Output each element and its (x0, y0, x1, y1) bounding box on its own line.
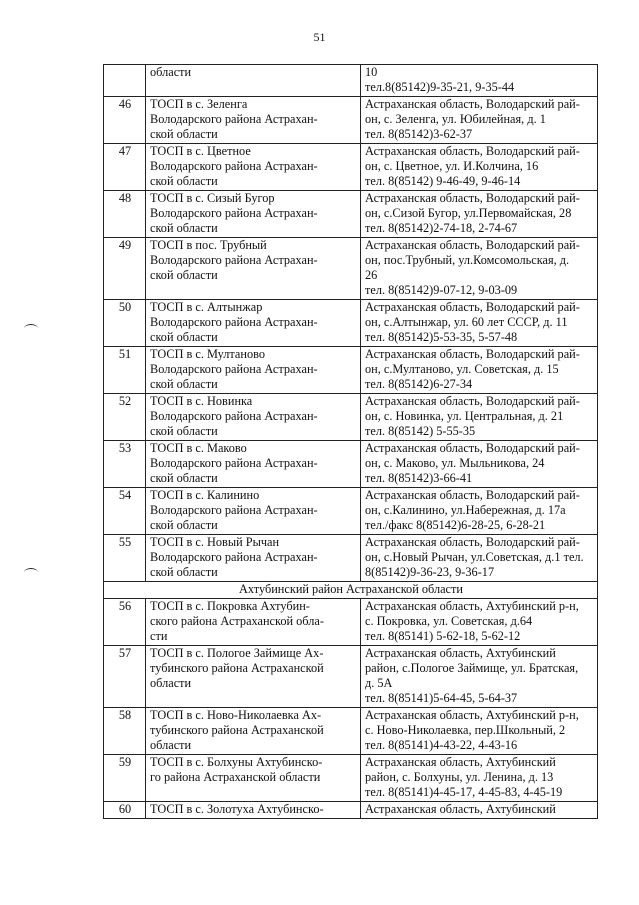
scan-mark (24, 568, 38, 577)
address-line: он, с.Алтынжар, ул. 60 лет СССР, д. 11 (365, 315, 568, 329)
address-line: Астраханская область, Володарский рай- (365, 394, 580, 408)
office-name-cell (146, 238, 361, 300)
address-line: Астраханская область, Володарский рай- (365, 488, 580, 502)
address-line: Астраханская область, Ахтубинский (365, 802, 556, 816)
address-cell (361, 191, 598, 238)
office-name-line: Володарского района Астрахан- (150, 159, 318, 173)
office-name-cell (146, 191, 361, 238)
office-name-line: ТОСП в с. Золотуха Ахтубинско- (150, 802, 324, 816)
office-name-cell (146, 599, 361, 646)
office-name-line: ской области (150, 518, 218, 532)
office-name-cell (146, 646, 361, 708)
row-number: 47 (104, 144, 146, 191)
office-name-line: области (150, 65, 192, 79)
address-line: Астраханская область, Ахтубинский (365, 755, 556, 769)
office-name-cell (146, 708, 361, 755)
address-line: с. Покровка, ул. Советская, д.64 (365, 614, 533, 628)
office-name-line: ской области (150, 268, 218, 282)
office-name-line: ТОСП в с. Маково (150, 441, 247, 455)
row-number: 57 (104, 646, 146, 708)
address-line: он, с.Сизой Бугор, ул.Первомайская, 28 (365, 206, 572, 220)
address-cell (361, 535, 598, 582)
table-body (104, 65, 598, 819)
office-name-line: ской области (150, 174, 218, 188)
office-name-line: ТОСП в с. Ново-Николаевка Ах- (150, 708, 322, 722)
table-row (104, 300, 598, 347)
table-row (104, 755, 598, 802)
scan-mark (24, 324, 38, 333)
address-cell (361, 708, 598, 755)
address-cell (361, 65, 598, 97)
address-line: тел. 8(85142) 9-46-49, 9-46-14 (365, 174, 521, 188)
address-line: он, с.Калинино, ул.Набережная, д. 17а (365, 503, 566, 517)
address-cell (361, 347, 598, 394)
office-name-cell (146, 488, 361, 535)
office-name-cell (146, 65, 361, 97)
address-line: Астраханская область, Володарский рай- (365, 238, 580, 252)
table-row (104, 65, 598, 97)
section-title: Ахтубинский район Астраханской области (104, 582, 598, 599)
office-name-line: ской области (150, 565, 218, 579)
office-name-cell (146, 300, 361, 347)
table-row (104, 347, 598, 394)
address-line: Астраханская область, Володарский рай- (365, 347, 580, 361)
office-name-line: Володарского района Астрахан- (150, 315, 318, 329)
office-name-line: ТОСП в с. Алтынжар (150, 300, 263, 314)
address-line: он, с. Цветное, ул. И.Колчина, 16 (365, 159, 539, 173)
table-row (104, 802, 598, 819)
table-row (104, 488, 598, 535)
row-number: 56 (104, 599, 146, 646)
address-line: он, с. Зеленга, ул. Юбилейная, д. 1 (365, 112, 546, 126)
address-line: он, с. Маково, ул. Мыльникова, 24 (365, 456, 545, 470)
row-number: 54 (104, 488, 146, 535)
table-row (104, 599, 598, 646)
address-line: тел. 8(85141)4-45-17, 4-45-83, 4-45-19 (365, 785, 563, 799)
address-line: тел. 8(85142)3-66-41 (365, 471, 473, 485)
office-name-cell (146, 394, 361, 441)
address-line: Астраханская область, Володарский рай- (365, 191, 580, 205)
address-line: с. Ново-Николаевка, пер.Школьный, 2 (365, 723, 566, 737)
table-row (104, 441, 598, 488)
table-row (104, 535, 598, 582)
office-name-cell (146, 97, 361, 144)
office-name-line: ТОСП в с. Сизый Бугор (150, 191, 275, 205)
table-row (104, 238, 598, 300)
office-name-line: ТОСП в пос. Трубный (150, 238, 267, 252)
address-cell (361, 755, 598, 802)
office-name-line: ТОСП в с. Пологое Займище Ах- (150, 646, 324, 660)
address-cell (361, 300, 598, 347)
address-line: Астраханская область, Володарский рай- (365, 535, 580, 549)
address-line: тел. 8(85142) 5-55-35 (365, 424, 476, 438)
row-number: 50 (104, 300, 146, 347)
address-line: он, с.Новый Рычан, ул.Советская, д.1 тел. (365, 550, 584, 564)
address-line: д. 5А (365, 676, 393, 690)
office-name-line: Володарского района Астрахан- (150, 456, 318, 470)
address-line: тел.8(85142)9-35-21, 9-35-44 (365, 80, 515, 94)
address-line: Астраханская область, Ахтубинский (365, 646, 556, 660)
row-number: 48 (104, 191, 146, 238)
office-name-line: тубинского района Астраханской (150, 661, 324, 675)
address-line: тел. 8(85142)2-74-18, 2-74-67 (365, 221, 518, 235)
office-name-line: ТОСП в с. Покровка Ахтубин- (150, 599, 310, 613)
office-name-line: сти (150, 629, 168, 643)
office-name-line: ской области (150, 127, 218, 141)
row-number: 49 (104, 238, 146, 300)
row-number: 59 (104, 755, 146, 802)
address-cell (361, 599, 598, 646)
office-name-line: ского района Астраханской обла- (150, 614, 324, 628)
row-number: 52 (104, 394, 146, 441)
office-name-cell (146, 144, 361, 191)
table-row (104, 191, 598, 238)
address-line: тел. 8(85141)5-64-45, 5-64-37 (365, 691, 518, 705)
address-line: район, с. Болхуны, ул. Ленина, д. 13 (365, 770, 554, 784)
office-name-line: ТОСП в с. Новый Рычан (150, 535, 280, 549)
address-cell (361, 238, 598, 300)
table-row (104, 394, 598, 441)
row-number: 58 (104, 708, 146, 755)
row-number: 60 (104, 802, 146, 819)
row-number (104, 65, 146, 97)
address-line: тел. 8(85142)5-53-35, 5-57-48 (365, 330, 518, 344)
office-name-line: ТОСП в с. Цветное (150, 144, 251, 158)
office-name-line: тубинского района Астраханской (150, 723, 324, 737)
office-name-cell (146, 347, 361, 394)
table-row (104, 97, 598, 144)
registry-table (103, 64, 598, 819)
office-name-line: ТОСП в с. Болхуны Ахтубинско- (150, 755, 323, 769)
table-row (104, 144, 598, 191)
row-number: 51 (104, 347, 146, 394)
office-name-line: Володарского района Астрахан- (150, 503, 318, 517)
row-number: 55 (104, 535, 146, 582)
address-line: Астраханская область, Володарский рай- (365, 144, 580, 158)
address-line: он, пос.Трубный, ул.Комсомольская, д. (365, 253, 570, 267)
office-name-line: ТОСП в с. Зеленга (150, 97, 248, 111)
address-line: тел. 8(85142)6-27-34 (365, 377, 473, 391)
office-name-line: Володарского района Астрахан- (150, 550, 318, 564)
address-cell (361, 144, 598, 191)
office-name-line: ской области (150, 471, 218, 485)
row-number: 46 (104, 97, 146, 144)
office-name-line: ской области (150, 424, 218, 438)
address-line: тел. 8(85141)4-43-22, 4-43-16 (365, 738, 518, 752)
section-header-row (104, 582, 598, 599)
address-line: Астраханская область, Ахтубинский р-н, (365, 708, 579, 722)
address-cell (361, 441, 598, 488)
address-line: тел./факс 8(85142)6-28-25, 6-28-21 (365, 518, 546, 532)
office-name-cell (146, 755, 361, 802)
address-line: Астраханская область, Володарский рай- (365, 441, 580, 455)
row-number: 53 (104, 441, 146, 488)
address-line: он, с.Мултаново, ул. Советская, д. 15 (365, 362, 559, 376)
office-name-cell (146, 441, 361, 488)
address-line: тел. 8(85142)9-07-12, 9-03-09 (365, 283, 518, 297)
page-number: 51 (313, 30, 326, 44)
address-line: район, с.Пологое Займище, ул. Братская, (365, 661, 579, 675)
office-name-line: Володарского района Астрахан- (150, 362, 318, 376)
address-line: Астраханская область, Володарский рай- (365, 300, 580, 314)
table-row (104, 708, 598, 755)
address-line: 8(85142)9-36-23, 9-36-17 (365, 565, 495, 579)
office-name-line: ТОСП в с. Новинка (150, 394, 253, 408)
address-line: тел. 8(85141) 5-62-18, 5-62-12 (365, 629, 521, 643)
office-name-line: области (150, 676, 192, 690)
address-line: Астраханская область, Володарский рай- (365, 97, 580, 111)
address-cell (361, 97, 598, 144)
table-row (104, 646, 598, 708)
address-cell (361, 394, 598, 441)
office-name-line: ТОСП в с. Калинино (150, 488, 260, 502)
address-cell (361, 488, 598, 535)
office-name-line: области (150, 738, 192, 752)
office-name-line: Володарского района Астрахан- (150, 253, 318, 267)
office-name-line: го района Астраханской области (150, 770, 321, 784)
office-name-line: Володарского района Астрахан- (150, 112, 318, 126)
office-name-line: ской области (150, 221, 218, 235)
address-line: Астраханская область, Ахтубинский р-н, (365, 599, 579, 613)
address-line: 26 (365, 268, 378, 282)
address-line: 10 (365, 65, 378, 79)
office-name-line: Володарского района Астрахан- (150, 206, 318, 220)
address-cell (361, 646, 598, 708)
office-name-line: ТОСП в с. Мултаново (150, 347, 265, 361)
address-line: он, с. Новинка, ул. Центральная, д. 21 (365, 409, 564, 423)
office-name-cell (146, 802, 361, 819)
address-line: тел. 8(85142)3-62-37 (365, 127, 473, 141)
office-name-line: ской области (150, 330, 218, 344)
office-name-line: ской области (150, 377, 218, 391)
office-name-line: Володарского района Астрахан- (150, 409, 318, 423)
address-cell (361, 802, 598, 819)
office-name-cell (146, 535, 361, 582)
